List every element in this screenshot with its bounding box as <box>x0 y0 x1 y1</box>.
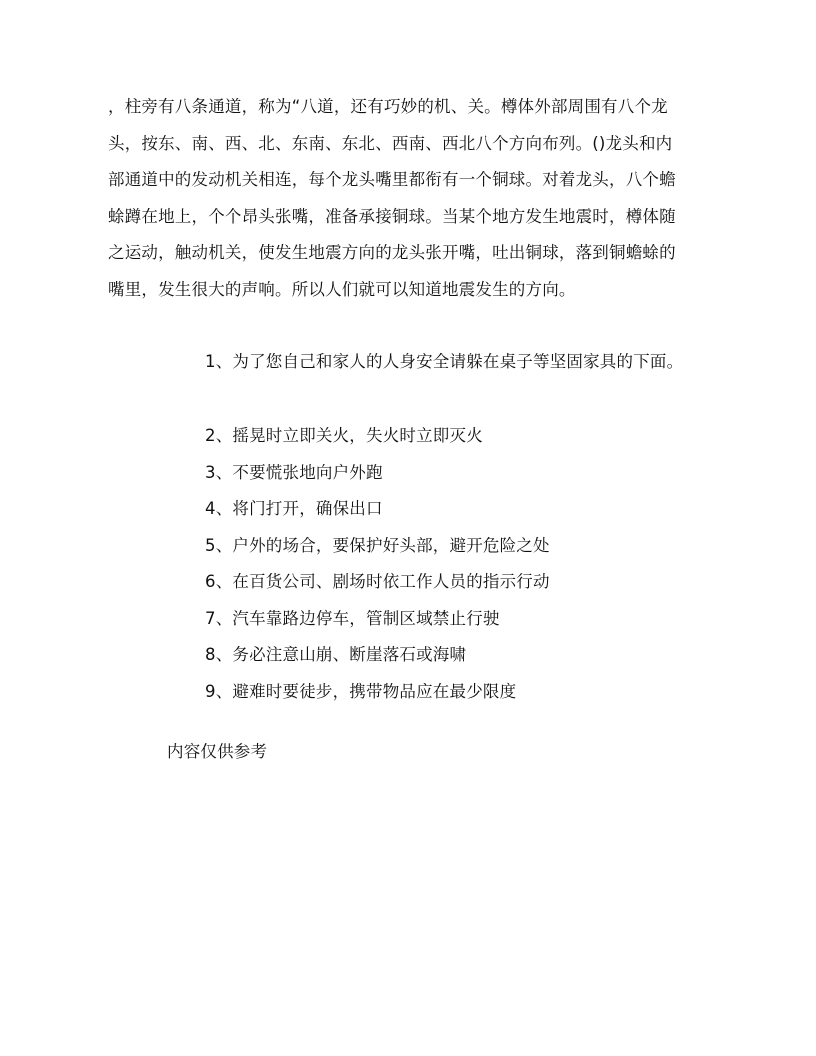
list-item: 4、将门打开，确保出口 <box>205 499 383 518</box>
body-paragraph: ，柱旁有八条通道，称为“八道，还有巧妙的机、关。樽体外部周围有八个龙头，按东、南、西、北、东南、东北、西南、西北八个方向布列。()龙头和内部通道中的发动机关相连，每个龙头嘴里都衔有一个铜球。对着龙头，八个蟾蜍蹲在地上，个个昂头张嘴，准备承接铜球。当某个地方发生地震时，樽体随之运动，触动机关，使发生地震方向的龙头张开嘴，吐出铜球，落到铜蟾蜍的嘴里，发生很大的声响。所以人们就可以知道地震发生的方向。 <box>108 97 676 299</box>
list-item: 5、户外的场合，要保护好头部，避开危险之处 <box>205 535 550 555</box>
list-item-1: 1、为了您自己和家人的人身安全请躲在桌子等坚固家具的下面。 <box>205 352 684 371</box>
footer-note: 内容仅供参考 <box>167 742 268 761</box>
list-item: 6、在百货公司、剧场时依工作人员的指示行动 <box>205 572 550 591</box>
list-item: 2、摇晃时立即关火，失火时立即灭火 <box>205 426 483 445</box>
list-item: 8、务必注意山崩、断崖落石或海啸 <box>205 645 467 664</box>
list-item: 7、汽车靠路边停车，管制区域禁止行驶 <box>205 608 500 628</box>
safety-list <box>205 418 550 710</box>
list-item: 9、避难时要徒步，携带物品应在最少限度 <box>205 681 517 701</box>
list-item: 3、不要慌张地向户外跑 <box>205 462 383 482</box>
